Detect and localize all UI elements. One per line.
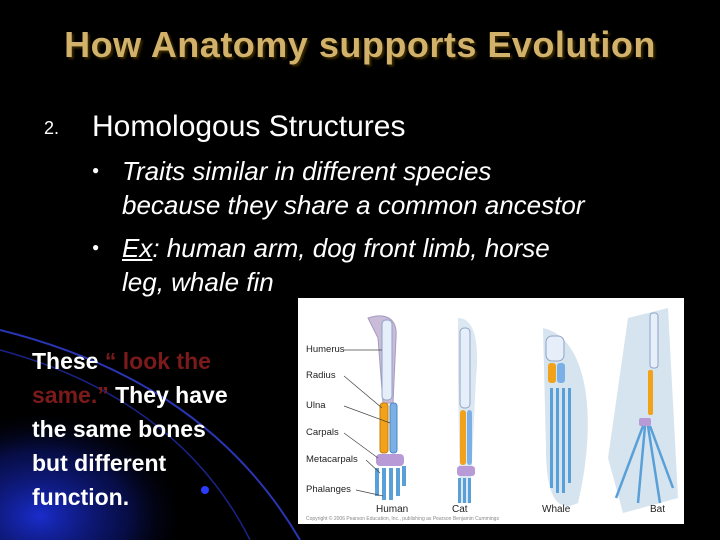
bullet-1-line1: Traits similar in different species (122, 156, 492, 186)
bullet-2-ex: Ex (122, 233, 153, 263)
label-phalanges: Phalanges (306, 484, 351, 495)
caption-highlight2: same.” (32, 382, 109, 408)
bullet-icon: ● (92, 163, 100, 177)
caption-part1: These (32, 348, 99, 374)
label-ulna: Ulna (306, 400, 326, 411)
bullet-icon: ● (92, 240, 100, 254)
label-cat: Cat (452, 504, 468, 515)
caption-line4: but different (32, 450, 167, 476)
caption (32, 344, 292, 514)
bullet-2 (122, 231, 702, 299)
homologous-limbs-figure (298, 298, 684, 524)
slide-title: How Anatomy supports Evolution (64, 24, 656, 65)
label-human: Human (376, 504, 409, 515)
bullet-2-line2: leg, whale fin (122, 267, 274, 297)
label-carpals: Carpals (306, 427, 339, 438)
caption-highlight1: look the (122, 348, 211, 374)
section-heading: Homologous Structures (92, 110, 406, 143)
limb-illustration (298, 298, 684, 524)
caption-line5: function. (32, 484, 130, 510)
label-humerus: Humerus (306, 344, 345, 355)
caption-quote-open: “ (104, 348, 117, 374)
caption-part2: They have (115, 382, 228, 408)
label-metacarpals: Metacarpals (306, 454, 358, 465)
bullet-1-line2: because they share a common ancestor (122, 190, 585, 220)
label-radius: Radius (306, 370, 336, 381)
copyright-text: Copyright © 2006 Pearson Education, Inc., publishing as Pearson Benjamin Cummings (306, 516, 499, 522)
bullet-2-line1: : human arm, dog front limb, horse (152, 233, 550, 263)
bullet-1 (122, 154, 702, 222)
label-whale: Whale (542, 504, 571, 515)
label-bat: Bat (650, 504, 666, 515)
caption-line3: the same bones (32, 416, 206, 442)
item-number: 2. (44, 118, 60, 138)
